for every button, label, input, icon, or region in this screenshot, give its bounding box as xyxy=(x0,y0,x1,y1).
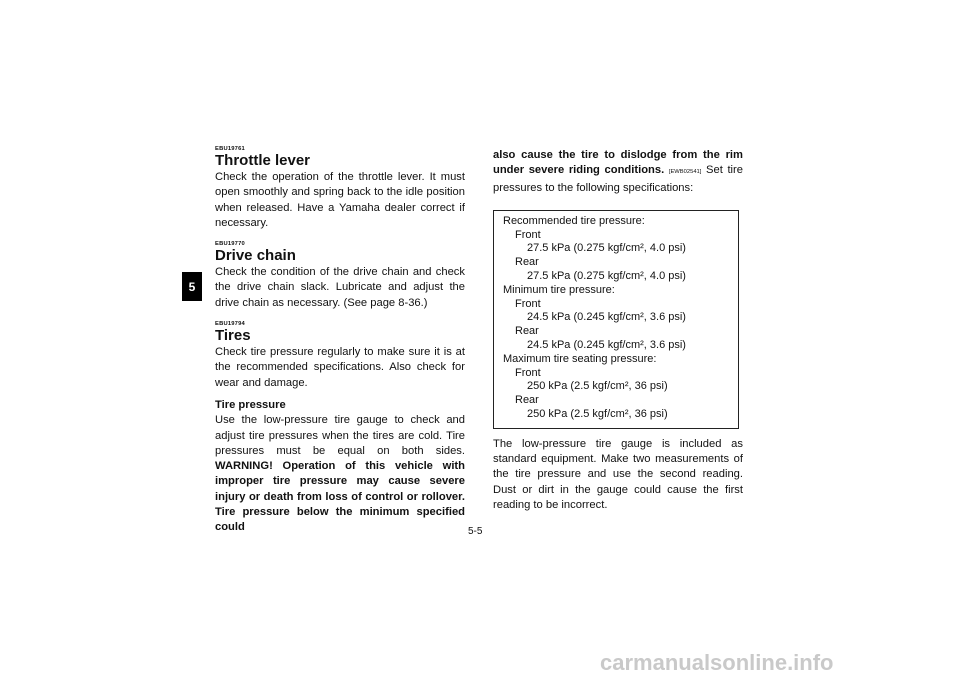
tires-heading: Tires xyxy=(215,327,251,345)
warning-text: WARNING! Operation of this vehicle with improper tire pressure may cause severe injury or death from loss of control or rollover. Tire pressure below the minimum specified could xyxy=(215,460,465,534)
max-front-label: Front xyxy=(515,366,541,379)
chain-body: Check the condition of the drive chain and check the drive chain slack. Lubricate and adjust the drive chain as necessary. (See page 8-36.) xyxy=(215,266,465,309)
rec-front-label: Front xyxy=(515,228,541,241)
warning-cont-text: also cause the tire to dislodge from the rim under severe riding conditions. xyxy=(493,149,743,177)
left-column xyxy=(215,146,465,536)
max-rear-value: 250 kPa (2.5 kgf/cm², 36 psi) xyxy=(527,408,668,421)
spec-box xyxy=(493,210,739,429)
max-rear-label: Rear xyxy=(515,394,539,407)
min-front-value: 24.5 kPa (0.245 kgf/cm², 3.6 psi) xyxy=(527,311,686,324)
min-rear-label: Rear xyxy=(515,325,539,338)
page-number: 5-5 xyxy=(468,526,483,537)
throttle-body: Check the operation of the throttle lever. It must open smoothly and spring back to the idle position when released. Have a Yamaha dealer correct if necessary. xyxy=(215,171,465,229)
section-tab: 5 xyxy=(182,272,202,301)
rec-rear-label: Rear xyxy=(515,256,539,269)
warning-code: [EWB02541] xyxy=(668,169,702,176)
tire-pressure-text: Use the low-pressure tire gauge to check and adjust tire pressures when the tires are cold. Tire pressures must be equal on both sides. xyxy=(215,414,465,457)
section-code: EBU19761 xyxy=(215,146,245,152)
closing-paragraph: The low-pressure tire gauge is included as standard equipment. Make two measurements of the tire pressure and use the second reading. Dust or dirt in the gauge could cause the first reading to be incorrect. xyxy=(493,437,743,512)
watermark: carmanualsonline.info xyxy=(600,650,834,675)
chain-heading: Drive chain xyxy=(215,247,296,265)
rec-front-value: 27.5 kPa (0.275 kgf/cm², 4.0 psi) xyxy=(527,242,686,255)
section-code: EBU19770 xyxy=(215,241,245,248)
min-rear-value: 24.5 kPa (0.245 kgf/cm², 3.6 psi) xyxy=(527,339,686,352)
rec-rear-value: 27.5 kPa (0.275 kgf/cm², 4.0 psi) xyxy=(527,270,686,283)
minimum-label: Minimum tire pressure: xyxy=(503,283,615,296)
max-front-value: 250 kPa (2.5 kgf/cm², 36 psi) xyxy=(527,380,668,393)
min-front-label: Front xyxy=(515,297,541,310)
tire-pressure-body xyxy=(215,413,465,535)
tire-pressure-subheading: Tire pressure xyxy=(215,398,286,411)
after-warning-text: Set tire pressures to the following specifications: xyxy=(493,164,743,194)
recommended-label: Recommended tire pressure: xyxy=(503,214,645,227)
warning-continuation xyxy=(493,148,743,196)
tires-body: Check tire pressure regularly to make sure it is at the recommended specifications. Also check for wear and damage. xyxy=(215,346,465,389)
section-code: EBU19794 xyxy=(215,321,245,328)
throttle-heading: Throttle lever xyxy=(215,152,311,169)
maximum-label: Maximum tire seating pressure: xyxy=(503,352,657,365)
right-column xyxy=(493,148,743,513)
